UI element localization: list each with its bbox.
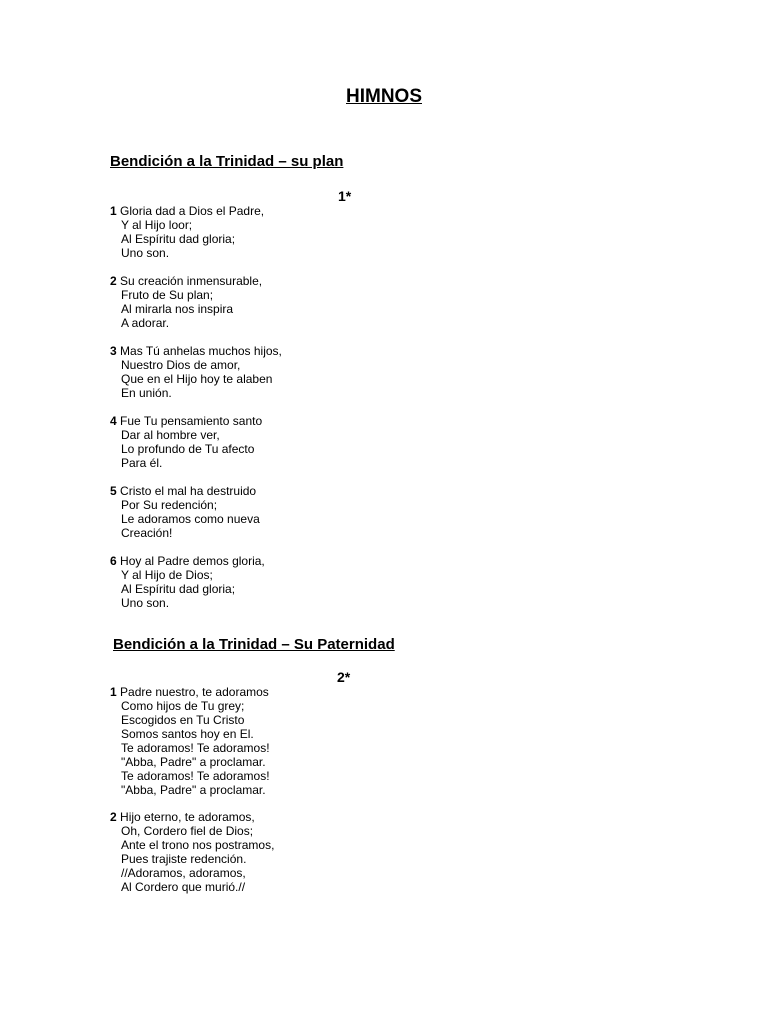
- section-heading-1: Bendición a la Trinidad – su plan: [110, 153, 344, 170]
- section-heading-2: Bendición a la Trinidad – Su Paternidad: [113, 636, 395, 653]
- verse-number: 1: [110, 204, 117, 218]
- verse: [110, 484, 260, 540]
- verse-line: Padre nuestro, te adoramos: [120, 685, 269, 699]
- verse-line: Mas Tú anhelas muchos hijos,: [120, 344, 282, 358]
- verse: [110, 204, 264, 260]
- verse-line: "Abba, Padre" a proclamar.: [121, 783, 266, 797]
- verse-number: 3: [110, 344, 117, 358]
- verse-line: "Abba, Padre" a proclamar.: [121, 755, 266, 769]
- verse: [110, 554, 265, 610]
- verse-line: Como hijos de Tu grey;: [121, 699, 245, 713]
- verse-line: Hoy al Padre demos gloria,: [120, 554, 265, 568]
- verse-number: 2: [110, 274, 117, 288]
- verse-line: Ante el trono nos postramos,: [121, 838, 275, 852]
- verse-line: Al mirarla nos inspira: [121, 302, 234, 316]
- document-title: HIMNOS: [346, 86, 422, 107]
- verse-number: 6: [110, 554, 117, 568]
- verse-line: Su creación inmensurable,: [120, 274, 263, 288]
- verse: [110, 274, 262, 330]
- hymn-number-1: 1*: [338, 188, 352, 204]
- verse-line: Por Su redención;: [121, 498, 218, 512]
- verse: [110, 344, 282, 400]
- verse-line: Nuestro Dios de amor,: [121, 358, 241, 372]
- verse-line: Escogidos en Tu Cristo: [121, 713, 245, 727]
- verse-line: //Adoramos, adoramos,: [121, 866, 246, 880]
- verse-line: Pues trajiste redención.: [121, 852, 247, 866]
- verse-line: Fruto de Su plan;: [121, 288, 214, 302]
- verse-number: 5: [110, 484, 117, 498]
- verse: [110, 810, 274, 894]
- verse-line: Uno son.: [121, 246, 170, 260]
- verse-line: Oh, Cordero fiel de Dios;: [121, 824, 254, 838]
- verse-line: Le adoramos como nueva: [121, 512, 260, 526]
- verse-line: Somos santos hoy en El.: [121, 727, 254, 741]
- verse-number: 4: [110, 414, 117, 428]
- verse-line: Al Espíritu dad gloria;: [121, 582, 236, 596]
- verse-line: Y al Hijo de Dios;: [121, 568, 213, 582]
- verse-line: Te adoramos! Te adoramos!: [121, 741, 270, 755]
- verse-line: Para él.: [121, 456, 163, 470]
- verse-line: Lo profundo de Tu afecto: [121, 442, 255, 456]
- verse-number: 1: [110, 685, 117, 699]
- verse-line: Dar al hombre ver,: [121, 428, 220, 442]
- verse-line: Hijo eterno, te adoramos,: [120, 810, 255, 824]
- verse-line: Gloria dad a Dios el Padre,: [120, 204, 265, 218]
- hymn-number-2: 2*: [337, 669, 351, 685]
- verse-line: En unión.: [121, 386, 172, 400]
- verse-line: Creación!: [121, 526, 173, 540]
- verse: [110, 414, 262, 470]
- verse-line: Al Espíritu dad gloria;: [121, 232, 236, 246]
- verse-line: Al Cordero que murió.//: [121, 880, 246, 894]
- verse-line: A adorar.: [121, 316, 170, 330]
- verse-line: Cristo el mal ha destruido: [120, 484, 257, 498]
- verse-line: Y al Hijo loor;: [121, 218, 193, 232]
- verse-line: Fue Tu pensamiento santo: [120, 414, 263, 428]
- verse: [110, 685, 270, 797]
- verse-number: 2: [110, 810, 117, 824]
- verse-line: Uno son.: [121, 596, 170, 610]
- verse-line: Que en el Hijo hoy te alaben: [121, 372, 273, 386]
- verse-line: Te adoramos! Te adoramos!: [121, 769, 270, 783]
